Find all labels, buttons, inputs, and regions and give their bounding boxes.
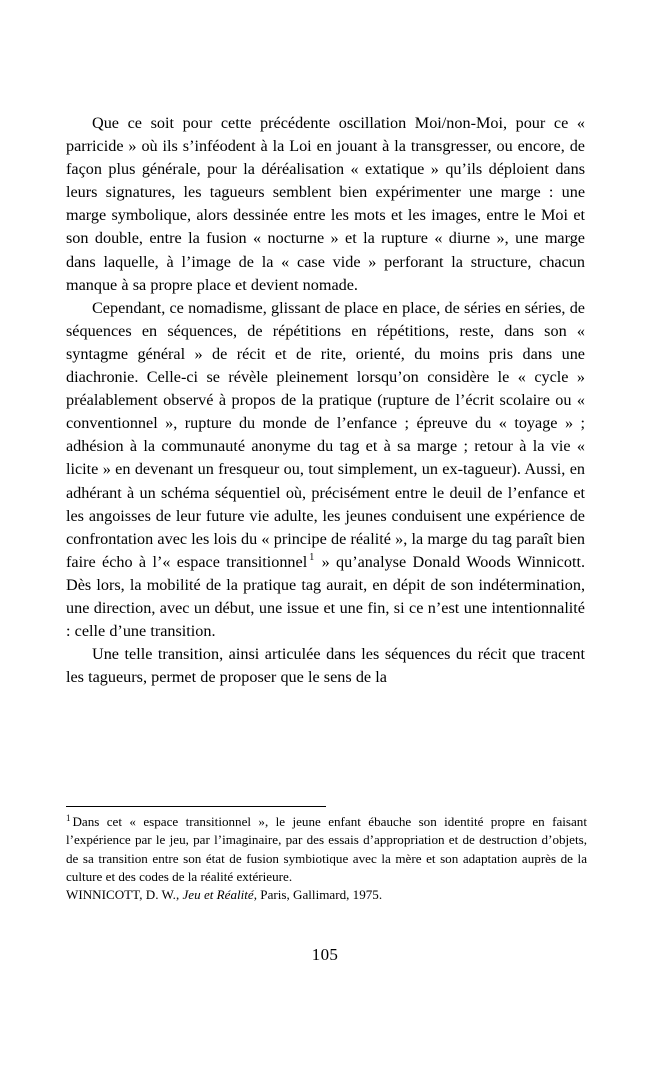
citation-title: Jeu et Réalité (182, 887, 254, 903)
body-paragraph-3: Une telle transition, ainsi articulée dans les séquences du récit que tracent les tagueurs, permet de proposer que le sens de la (66, 645, 585, 687)
footnote-number: 1 (66, 812, 71, 823)
body-paragraph-2 (66, 297, 585, 643)
footnote-citation (66, 886, 587, 904)
citation-author: WINNICOTT, D. W., (66, 887, 183, 903)
body-paragraph-1: Que ce soit pour cette précédente oscillation Moi/non-Moi, pour ce « parricide » où ils s’inféodent à la Loi en jouant à la transgresser, ou encore, de façon plus générale, pour la déréalisation « extatique » qu’ils déploient dans leurs signatures, les tagueurs semblent bien expérimenter une marge : une marge symbolique, alors dessinée entre les mots et les images, entre le Moi et son double, entre la fusion « nocturne » et la rupture « diurne », une marge dans laquelle, à l’image de la « case vide » perforant la structure, chacun manque à sa propre place et devient nomade. (66, 114, 585, 294)
footnote-separator-rule (66, 806, 326, 807)
footnote-text (66, 813, 587, 886)
footnote-body: Dans cet « espace transitionnel », le jeune enfant ébauche son identité propre en faisant l’expérience par le jeu, par l’imaginaire, par des essais d’appropriation et de destruction d’objets, de sa transition entre son état de fusion symbiotique avec la mère et son adaptation auprès de la culture et des codes de la réalité extérieure. (66, 814, 587, 884)
page-number: 105 (311, 945, 339, 964)
body-text-column (66, 112, 585, 689)
footnote-reference-marker[interactable]: 1 (309, 552, 315, 564)
footnote-block (66, 813, 587, 904)
paragraph-text-before-footnote-marker: Cependant, ce nomadisme, glissant de place en place, de séries en séries, de séquences en séquences, de répétitions en répétitions, reste, dans son « syntagme général » de récit et de rite, orienté, du moins pris dans une diachronie. Celle-ci se révèle pleinement lorsqu’on considère le « cycle » préalablement observé à propos de la pratique (rupture de l’écrit scolaire ou « conventionnel », rupture du monde de l’enfance ; épreuve du « toyage » ; adhésion à la communauté anonyme du tag et à sa marge ; retour à la vie « licite » en devenant un fresqueur ou, tout simplement, un ex-tagueur). Aussi, en adhérant à un schéma séquentiel où, précisément entre le deuil de l’enfance et les angoisses de leur future vie adulte, les jeunes conduisent une expérience de confrontation avec les lois du « principe de réalité », la marge du tag paraît bien faire écho à l’« espace transitionnel (66, 298, 585, 571)
paragraph-text-after-footnote-marker: » qu’analyse Donald Woods Winnicott. Dès lors, la mobilité de la pratique tag aurait, en dépit de son indétermination, une direction, avec un début, une issue et une fin, si ce n’est une intentionnalité : celle d’une transition. (66, 552, 585, 641)
citation-publication: , Paris, Gallimard, 1975. (253, 887, 383, 903)
